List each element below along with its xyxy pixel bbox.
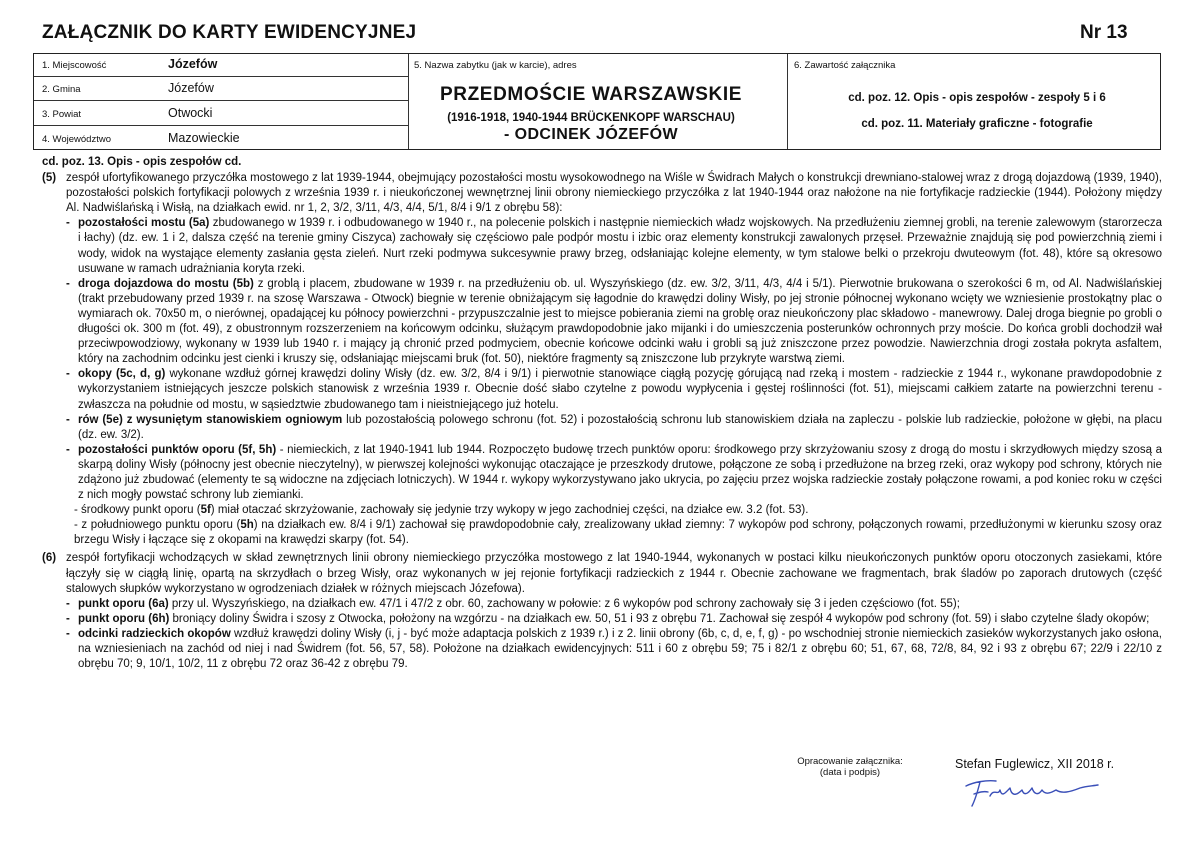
list-item-text: - niemieckich, z lat 1940-1941 lub 1944. Rozpoczęto budowę trzech punktów oporu: środkowego przy skrzyżowaniu szosy z drogą do mostu i skrzydłowych między szosą a skarpą doliny Wisły (północny jest obecnie nieczytelny), w pierwszej kolejności wykonując otaczające je przeszkody drutowe, połączone ze sobą i przedłużone na brzeg rzeki, oraz wykopy pod schrony, których nie zdążono już zbudować (elementy te są widoczne na zdjęciach lotniczych). W 1944 r. wykopy wykorzystywano jako ukrycia, po zajęciu przez wojska radzieckie zostały połączone rowami, a pod koniec roku w części z nich mogły powstać schrony lub ziemianki. [78, 443, 1162, 502]
list-item-term: pozostałości punktów oporu (5f, 5h) [78, 443, 277, 456]
table-row-divider [34, 100, 408, 101]
list-item-term: odcinki radzieckich okopów [78, 627, 231, 640]
list-item-text: zbudowanego w 1939 r. i odbudowanego w 1940 r., na polecenie polskich i następnie niemieckich władz wojskowych. Na przedłużeniu ziemnej grobli, na terenie zalewowym (starorzecza i łachy) (dz. ew. 1 i 2, dalsza część na terenie gminy Ciszyca) zachowały się częściowo pale podpór mostu i izbic oraz elementy konstrukcji zawalonych przęseł. Przeważnie znajdują się pod powierzchnią ziemi i wody, widok na wystające elementy zasłania gęsta zieleń. Nurt rzeki podmywa sukcesywnie prawy brzeg, odsłaniając kolejne elementy, w tym stalowe belki o przekroju dwuteowym (fot. 48), które są okresowo usuwane w ramach udrażniania koryta rzeki. [78, 217, 1163, 275]
list-item: - pozostałości mostu (5a) zbudowanego w 1939 r. i odbudowanego w 1940 r., na polecenie polskich i następnie niemieckich władz wojskowych. Na przedłużeniu ziemnej grobli, na terenie zalewowym (starorzecza i łachy) (dz. ew. 1 i 2, dalsza część na terenie gminy Ciszyca) zachowały się częściowo pale podpór mostu i izbic oraz elementy konstrukcji zawalonych przęseł. Przeważnie znajdują się pod powierzchnią ziemi i wody, widok na wystające elementy zasłania gęsta zieleń. Nurt rzeki podmywa sukcesywnie prawy brzeg, odsłaniając kolejne elementy, w tym stalowe belki o przekroju dwuteowym (fot. 48), które są okresowo usuwane w ramach udrażniania koryta rzeki. [66, 217, 1163, 275]
list-item: - punkt oporu (6a) przy ul. Wyszyńskiego, na działkach ew. 47/1 i 47/2 z obr. 60, zachowany w połowie: z 6 wykopów pod schrony zachowały się 3 i jeden częściowo (fot. 55); [66, 597, 960, 610]
list-item-term: droga dojazdowa do mostu (5b) [78, 277, 254, 290]
handwritten-signature [962, 774, 1102, 808]
description-body [42, 155, 1162, 672]
item-number: (6) [42, 552, 57, 565]
prepared-by-label: Opracowanie załącznika: (data i podpis) [797, 756, 903, 778]
list-item-text: wykonane wzdłuż górnej krawędzi doliny Wisły (dz. ew. 3/2, 8/4 i 9/1) i pierwotnie stanowiące ciągłą pozycję górującą nad rzeką i mostem - radzieckie z 1944 r., wykonane prawdopodobnie z wykorzystaniem istniejących jeszcze polskich stanowisk z września 1939 r. Obecnie dość słabo czytelne z powodu wypłycenia i gęstej roślinności (fot. 51), miejscami całkiem zatarte na powierzchni terenu - zwłaszcza na południe od mostu, w sąsiedztwie zbudowanego tam i nieistniejącego już hotelu. [78, 368, 1162, 411]
table-divider [787, 54, 788, 149]
item-body [66, 551, 1162, 672]
monument-name: PRZEDMOŚCIE WARSZAWSKIE [440, 84, 742, 105]
list-item: - punkt oporu (6h) broniący doliny Świdra i szosy z Otwocka, położony na wzgórzu - na działkach ew. 50, 51 i 93 z obrębu 71. Zachował się zespół 4 wykopów pod schrony (fot. 59) i słabo czytelne ślady okopów; [66, 612, 1150, 625]
list-item-term: okopy (5c, d, g) [78, 368, 166, 381]
list-item-term: pozostałości mostu (5a) [78, 217, 210, 230]
district-value: Otwocki [168, 106, 213, 120]
town-label: 1. Miejscowość [42, 60, 107, 71]
sub-list-item: - środkowy punkt oporu (5f) miał otaczać skrzyżowanie, zachowały się jedynie trzy wykopy w jego zachodniej części, na działce ew. 3.2 (fot. 53). [74, 504, 809, 517]
item-body [66, 171, 1162, 548]
header-table [33, 53, 1161, 150]
list-item-text: wzdłuż krawędzi doliny Wisły (i, j - być może adaptacja polskich z 1939 r.) i z 2. linii obrony (6b, c, d, e, f, g) - po wschodniej stronie niemieckich zasieków wykorzystanych jako osłona, na wzniesieniach na zachód od niej i nad Świdrem (fot. 56, 57, 58). Położone na działkach ewidencyjnych: 511 i 60 z obrębu 59; 75 i 82/1 z obrębu 60; 51, 67, 68, 72/8, 84, 92 i 93 z obrębu 67; 22/9 i 22/10 z obrębu 70; 9, 10/1, 10/2, 11 z obrębu 72 oraz 36-42 z obrębu 79. [78, 627, 1162, 671]
table-row-divider [34, 76, 408, 77]
ensemble-6 [42, 551, 1162, 672]
monument-caption: 5. Nazwa zabytku (jak w karcie), adres [414, 60, 577, 71]
item-number: (5) [42, 172, 57, 185]
district-label: 3. Powiat [42, 109, 82, 120]
ensemble-5 [42, 171, 1162, 548]
item-intro: zespół fortyfikacji wchodzących w skład zewnętrznych linii obrony niemieckiego przyczółka mostowego z lat 1940-1944, wykonanych w postaci kilku nieukończonych punktów oporu otoczonych zasiekami, które łączyły się w ciągłą linię, opartą na skrzydłach o brzeg Wisły, oraz wykonanych w jej rejonie fortyfikacji radzieckich z 1944 r. Obecnie zachowane we fragmentach, brak śladów po zaporach drutowych (część stalowych słupków wykorzystano w ogrodzeniach działek w różnych miejscach Józefowa). [66, 552, 1162, 595]
item-intro: zespół ufortyfikowanego przyczółka mostowego z lat 1939-1944, obejmujący pozostałości mostu wysokowodnego na Wiśle w Świdrach Małych o konstrukcji drewniano-stalowej wraz z drogą dojazdową (1939, 1940), pozostałości polskich fortyfikacji polowych z września 1939 r. i nieukończonej wewnętrznej linii obrony niemieckiego przyczółka z lat 1940-1944 oraz nałożone na nie fortyfikacje radzieckie (1944). Położony między Al. Nadwiślańską i Wisłą, na działkach ewid. nr 1, 2, 3/2, 3/11, 4/3, 4/4, 5/1, 8/4 i 9/1 z obrębu 58): [66, 172, 1162, 215]
commune-value: Józefów [168, 81, 214, 95]
voivodeship-label: 4. Województwo [42, 134, 111, 145]
list-item: - droga dojazdowa do mostu (5b) z groblą i placem, zbudowane w 1939 r. na przedłużeniu ob. ul. Wyszyńskiego (dz. ew. 3/2, 3/11, 4/3, 4/4 i 5/1). Pierwotnie brukowana o szerokości 6 m, od Al. Nadwiślańskiej (trakt przebudowany przed 1939 r. na szosę Warszawa - Otwock) biegnie w terenie obniżającym się łagodnie do krawędzi doliny Wisły, po jej stronie północnej wykonano wcięty we wzniesienie prostokątny plac o wymiarach ok. 70x50 m, o nierównej, opadającej ku północy powierzchni - przypuszczalnie jest to miejsce pobierania ziemi na groblę oraz nieukończony plac składowo - manewrowy. Dalej droga biegnie po grobli o długości ok. 300 m (fot. 49), z obustronnym rozszerzeniem na końcowym odcinku, służącym prawdopodobnie jako mijanki i do umieszczenia posterunków ochronnych przy moście. Do końca grobli dochodził wał przeciwpowodziowy, wykonany w 1939 lub 1940 r. i mający ją chronić przed podmyciem, obecnie końcowe odcinki wału i grobli są już zniszczone przez powodzie. Nawierzchnia drogi została pokryta asfaltem, który na zachodnim odcinku jest cienki i kruszy się, odsłaniając miejscami bruk (fot. 50), niektóre fragmenty są zniszczone lub przykryte warstwą ziemi. [66, 277, 1162, 366]
section-heading: cd. poz. 13. Opis - opis zespołów cd. [42, 156, 242, 168]
voivodeship-value: Mazowieckie [168, 131, 240, 145]
list-item-term: punkt oporu (6a) [78, 597, 169, 610]
commune-label: 2. Gmina [42, 84, 81, 95]
list-item: - odcinki radzieckich okopów wzdłuż krawędzi doliny Wisły (i, j - być może adaptacja polskich z 1939 r.) i z 2. linii obrony (6b, c, d, e, f, g) - po wschodniej stronie niemieckich zasieków wykorzystanych jako osłona, na wzniesieniach na zachód od niej i nad Świdrem (fot. 56, 57, 58). Położone na działkach ewidencyjnych: 511 i 60 z obrębu 59; 75 i 82/1 z obrębu 60; 51, 67, 68, 72/8, 84, 92 i 93 z obrębu 67; 22/9 i 22/10 z obrębu 70; 9, 10/1, 10/2, 11 z obrębu 72 oraz 36-42 z obrębu 79. [66, 627, 1162, 671]
town-value: Józefów [168, 57, 218, 71]
contents-line-1: cd. poz. 12. Opis - opis zespołów - zespoły 5 i 6 [848, 92, 1106, 104]
list-item-text: broniący doliny Świdra i szosy z Otwocka, położony na wzgórzu - na działkach ew. 50, 51 i 93 z obrębu 71. Zachował się zespół 4 wykopów pod schrony (fot. 59) i słabo czytelne ślady okopów; [169, 612, 1150, 625]
list-item-text: lub pozostałością polowego schronu (fot. 52) i pozostałością schronu lub stanowiskiem działa na zapleczu - polskie lub radzieckie, położone w głębi, na placu (dz. ew. 3/2). [78, 413, 1162, 441]
contents-line-2: cd. poz. 11. Materiały graficzne - fotografie [861, 118, 1093, 130]
list-item: - pozostałości punktów oporu (5f, 5h) - niemieckich, z lat 1940-1941 lub 1944. Rozpoczęto budowę trzech punktów oporu: środkowego przy skrzyżowaniu szosy z drogą do mostu i skrzydłowych między szosą a skarpą doliny Wisły (północny jest obecnie nieczytelny), w pierwszej kolejności wykonując otaczające je przeszkody drutowe, połączone ze sobą i przedłużone na brzeg rzeki, oraz wykopy pod schrony, których nie zdążono już zbudować (elementy te są widoczne na zdjęciach lotniczych). W 1944 r. wykopy wykorzystywano jako ukrycia, po zajęciu przez wojska radzieckie zostały połączone rowami, a pod koniec roku w części z nich mogły powstać schrony lub ziemianki. [66, 443, 1162, 502]
list-item: - rów (5e) z wysuniętym stanowiskiem ogniowym lub pozostałością polowego schronu (fot. 52) i pozostałością schronu lub stanowiskiem działa na zapleczu - polskie lub radzieckie, położone w głębi, na placu (dz. ew. 3/2). [66, 413, 1162, 441]
attachment-number: Nr 13 [1080, 22, 1128, 43]
contents-caption: 6. Zawartość załącznika [794, 60, 896, 71]
document-title: ZAŁĄCZNIK DO KARTY EWIDENCYJNEJ [42, 22, 417, 43]
list-item-term: rów (5e) z wysuniętym stanowiskiem ogniowym [78, 413, 343, 426]
list-item-text: z groblą i placem, zbudowane w 1939 r. na przedłużeniu ob. ul. Wyszyńskiego (dz. ew. 3/2, 3/11, 4/3, 4/4 i 5/1). Pierwotnie brukowana o szerokości 6 m, od Al. Nadwiślańskiej (trakt przebudowany przed 1939 r. na szosę Warszawa - Otwock) biegnie w terenie obniżającym się łagodnie do krawędzi doliny Wisły, po jej stronie północnej wykonano wcięty we wzniesienie prostokątny plac o wymiarach ok. 70x50 m, o nierównej, opadającej ku północy powierzchni - przypuszczalnie jest to miejsce pobierania ziemi na groblę oraz nieukończony plac składowo - manewrowy. Dalej droga biegnie po grobli o długości ok. 300 m (fot. 49), z obustronnym rozszerzeniem na końcowym odcinku, służącym prawdopodobnie jako mijanki i do umieszczenia posterunków ochronnych przy moście. Do końca grobli dochodził wał przeciwpowodziowy, wykonany w 1939 lub 1940 r. i mający ją chronić przed podmyciem, obecnie końcowe odcinki wału i grobli są już zniszczone przez powodzie. Nawierzchnia drogi została pokryta asfaltem, który na zachodnim odcinku jest cienki i kruszy się, odsłaniając miejscami bruk (fot. 50), niektóre fragmenty są zniszczone lub przykryte warstwą ziemi. [78, 277, 1162, 366]
monument-dates: (1916-1918, 1940-1944 BRÜCKENKOPF WARSCHAU) [447, 112, 735, 124]
monument-section: - ODCINEK JÓZEFÓW [504, 126, 678, 143]
table-row-divider [34, 125, 408, 126]
sub-list-item: - z południowego punktu oporu (5h) na działkach ew. 8/4 i 9/1) zachował się prawdopodobnie cały, zrealizowany układ ziemny: 7 wykopów pod schrony, połączonych rowami, przedłużonymi w kierunku szosy oraz brzegu Wisły i łączące się z okopami na krawędzi skarpy (fot. 54). [74, 519, 1162, 547]
list-item: - okopy (5c, d, g) wykonane wzdłuż górnej krawędzi doliny Wisły (dz. ew. 3/2, 8/4 i 9/1) i pierwotnie stanowiące ciągłą pozycję górującą nad rzeką i mostem - radzieckie z 1944 r., wykonane prawdopodobnie z wykorzystaniem istniejących jeszcze polskich stanowisk z września 1939 r. Obecnie dość słabo czytelne z powodu wypłycenia i gęstej roślinności (fot. 51), miejscami całkiem zatarte na powierzchni terenu - zwłaszcza na południe od mostu, w sąsiedztwie zbudowanego tam i nieistniejącego już hotelu. [66, 368, 1162, 411]
list-item-term: punkt oporu (6h) [78, 612, 170, 625]
author-date: Stefan Fuglewicz, XII 2018 r. [955, 757, 1115, 771]
list-item-text: przy ul. Wyszyńskiego, na działkach ew. 47/1 i 47/2 z obr. 60, zachowany w połowie: z 6 wykopów pod schrony zachowały się 3 i jeden częściowo (fot. 55); [168, 597, 960, 610]
